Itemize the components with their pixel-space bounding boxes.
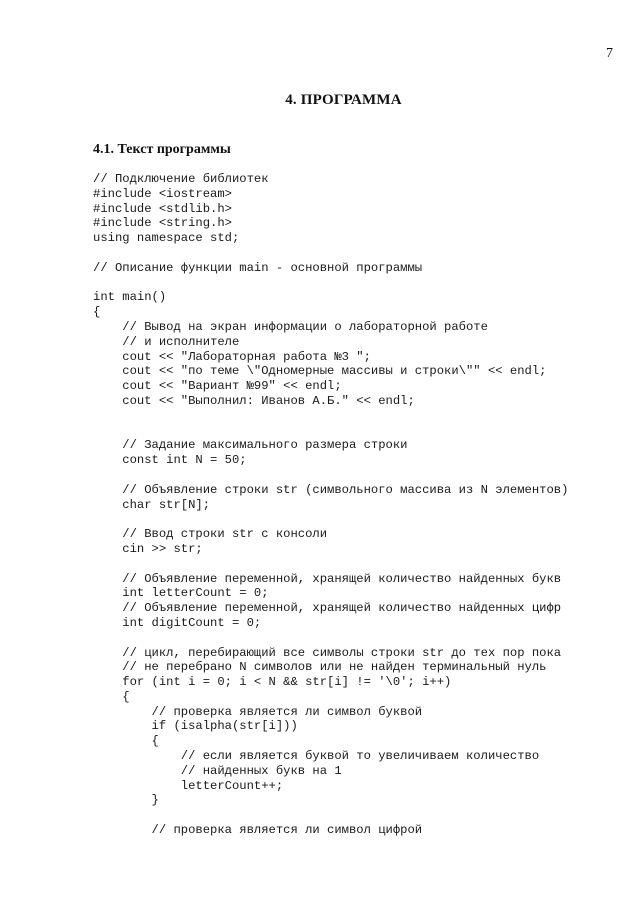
code-line: // проверка является ли символ цифрой [93,823,423,838]
code-line: // Объявление переменной, хранящей количество найденных цифр [93,601,562,616]
code-line: cout << "по теме \"Одномерные массивы и строки\"" << endl; [93,364,547,379]
code-line: // проверка является ли символ буквой [93,704,423,719]
code-listing [93,172,568,838]
code-line: int letterCount = 0; [93,586,269,601]
subsection-title: 4.1. Текст программы [93,142,231,157]
code-line: cin >> str; [93,541,203,556]
code-line [93,512,568,527]
code-line [93,246,568,261]
code-line: // цикл, перебирающий все символы строки str до тех пор пока [93,645,562,660]
code-line: // Вывод на экран информации о лабораторной работе [93,319,488,334]
code-line: // Задание максимального размера строки [93,438,408,453]
code-line: for (int i = 0; i < N && str[i] != '\0'; i++) [93,675,452,690]
code-line: if (isalpha(str[i])) [93,719,298,734]
code-line: { [93,689,130,704]
code-line: // найденных букв на 1 [93,763,342,778]
code-line: { [93,734,159,749]
section-title: 4. ПРОГРАММА [285,92,402,108]
code-line [93,808,568,823]
page-number: 7 [606,46,613,61]
code-line: // если является буквой то увеличиваем количество [93,749,540,764]
code-line: // Подключение библиотек [93,172,269,186]
code-line: // Описание функции main - основной программы [93,260,423,275]
code-line [93,424,568,439]
code-line: char str[N]; [93,497,211,512]
code-line [93,468,568,483]
code-line: // и исполнителе [93,334,240,349]
code-line: { [93,305,101,320]
code-line: int main() [93,290,167,305]
code-line: #include <iostream> [93,186,232,201]
code-line: int digitCount = 0; [93,615,262,630]
code-line: letterCount++; [93,778,284,793]
code-line: #include <string.h> [93,216,232,231]
code-line: // не перебрано N символов или не найден терминальный нуль [93,660,547,675]
code-line: using namespace std; [93,231,240,246]
code-line [93,557,568,572]
code-line: cout << "Выполнил: Иванов А.Б." << endl; [93,393,415,408]
code-line: // Объявление переменной, хранящей количество найденных букв [93,571,562,586]
code-line: #include <stdlib.h> [93,201,232,216]
code-line [93,409,568,424]
code-line: cout << "Лабораторная работа №3 "; [93,349,371,364]
code-line [93,631,568,646]
code-line: // Ввод строки str с консоли [93,527,328,542]
code-line: // Объявление строки str (символьного массива из N элементов) [93,482,569,497]
code-line: cout << "Вариант №99" << endl; [93,379,342,394]
code-line [93,276,568,291]
code-line: const int N = 50; [93,453,247,468]
code-line: } [93,793,159,808]
